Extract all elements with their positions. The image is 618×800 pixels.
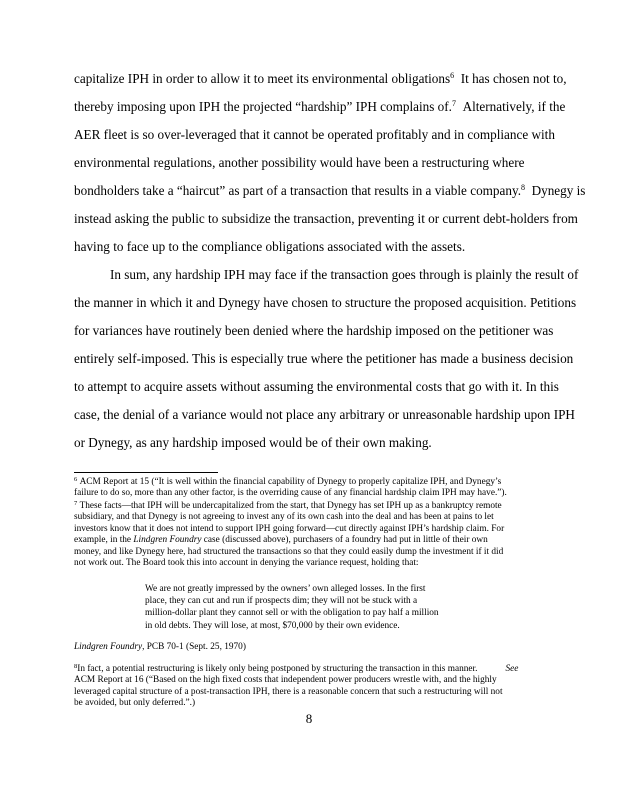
footnote-7: $^7$ These facts—that IPH will be undercapitalized from the start, that Dynegy has set IPH up as a bankruptcy remote subsidiary, and that Dynegy is not agreeing to invest any of its own cash into the deal and has been at pains to let investors know that it does not intend to support IPH going forward—cut directly against IPH’s hardship claim. For example, in the Lindgren Foundry case (discussed above), purchasers of a foundry had put in little of their own money, and like Dynegy here, had structured the transactions so that they could easily dump the investment if it did not work out. The Board took this into account in denying the variance request, holding that: <box>74 500 505 568</box>
body-line: for variances have routinely been denied where the hardship imposed on the petitioner was <box>74 323 554 338</box>
page-number: 8 <box>305 711 313 726</box>
footnote-ref-7[interactable]: 7 <box>451 99 456 108</box>
case-citation: Lindgren Foundry, PCB 70-1 (Sept. 25, 1970) <box>74 642 246 652</box>
body-line: or Dynegy, as any hardship imposed would be of their own making. <box>74 435 432 450</box>
body-line: environmental regulations, another possibility would have been a restructuring where <box>74 155 525 170</box>
body-line: the manner in which it and Dynegy have chosen to structure the proposed acquisition. Petitions <box>74 295 577 310</box>
footnote-ref-6[interactable]: 6 <box>450 71 455 80</box>
body-line: entirely self-imposed. This is especially true where the petitioner has made a business decision <box>74 351 574 366</box>
footnote-number: 6 <box>74 476 78 483</box>
body-line: bondholders take a “haircut” as part of a transaction that results in a viable company.$^8$ Dynegy is <box>74 183 586 198</box>
footnote-6: $^6$ ACM Report at 15 (“It is well within the financial capability of Dynegy to properly capitalize IPH, and Dynegy’s failure to do so, more than any other factor, is the overriding cause of any financial hardship claim IPH may have.”). <box>74 476 507 499</box>
body-line: capitalize IPH in order to allow it to meet its environmental obligations$^6$ It has chosen not to, <box>74 71 567 86</box>
block-quote: We are not greatly impressed by the owners’ own alleged losses. In the first place, they can cut and run if prospects dim; they will not be stuck with a million-dollar plant they cannot sell or with the obligation to pay half a million in old debts. They will lose, at most, $70,000 by their own evidence. <box>145 584 439 631</box>
footnote-separator <box>74 472 218 473</box>
body-line: thereby imposing upon IPH the projected “hardship” IPH complains of.$^7$ Alternatively, if the <box>74 99 566 114</box>
case-name: Lindgren Foundry <box>133 535 202 546</box>
body-line: to attempt to acquire assets without assuming the environmental costs that go with it. In this <box>74 379 559 394</box>
body-line: AER fleet is so over-leveraged that it cannot be operated profitably and in compliance with <box>74 127 555 142</box>
footnote-number: 7 <box>74 500 78 507</box>
footnote-number: 8 <box>74 663 78 670</box>
body-line: instead asking the public to subsidize the transaction, preventing it or current debt-holders from <box>74 211 578 226</box>
footnote-ref-8[interactable]: 8 <box>521 183 525 192</box>
body-line: In sum, any hardship IPH may face if the transaction goes through is plainly the result of <box>110 267 579 282</box>
footnote-8: $^8$In fact, a potential restructuring is likely only being postponed by structuring the transaction in this manner. See ACM Report at 16 (“Based on the high fixed costs that independent power producers wrestle with, and the highly leveraged capital structure of a post-transaction IPH, there is a reasonable concern that such a restructuring will not be avoided, but only deferred.”.) <box>74 663 519 709</box>
body-line: having to face up to the compliance obligations associated with the assets. <box>74 239 466 254</box>
body-line: case, the denial of a variance would not place any arbitrary or unreasonable hardship upon IPH <box>74 407 575 422</box>
